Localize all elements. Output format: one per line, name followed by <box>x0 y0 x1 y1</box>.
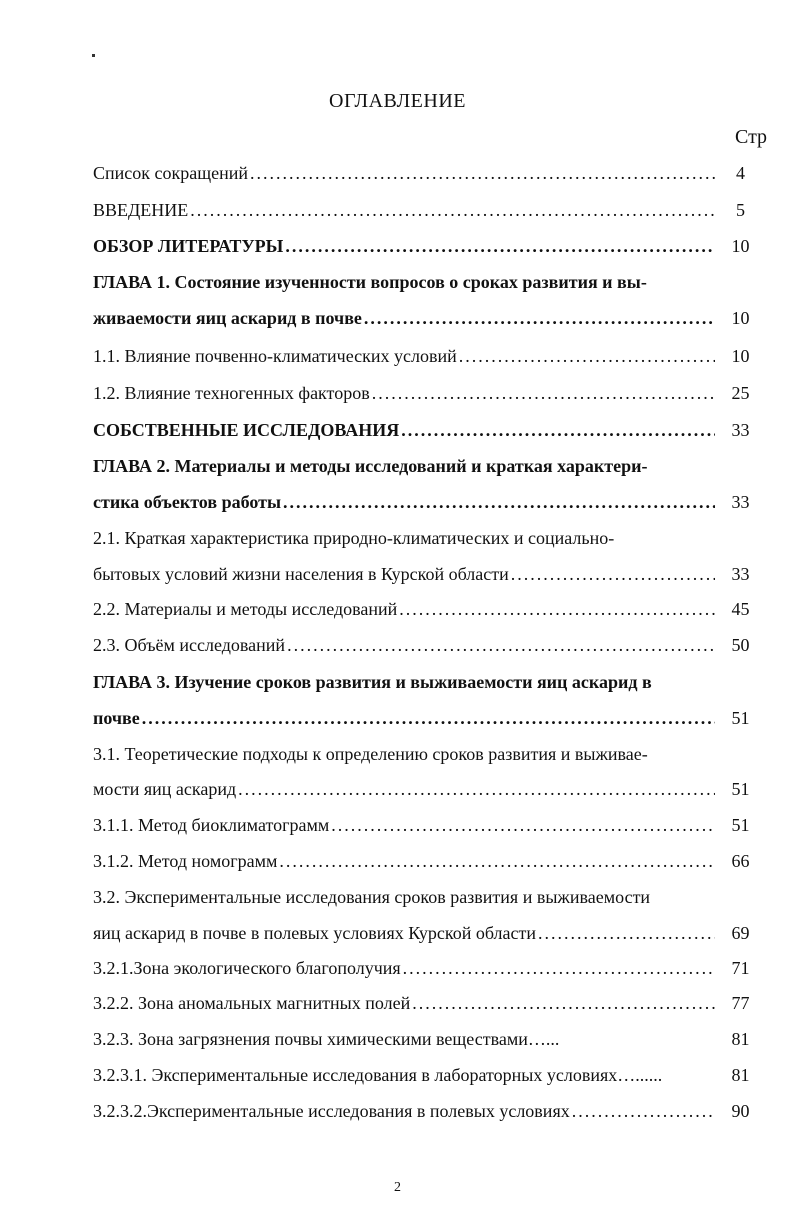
toc-entry-text: 2.3. Объём исследований ..... <box>93 634 715 656</box>
toc-entry-page: 50 <box>731 635 750 655</box>
toc-entry-text: стика объектов работы ..... <box>93 491 715 513</box>
toc-entry-page: 90 <box>731 1101 750 1121</box>
toc-entry-page: 69 <box>731 923 750 943</box>
scan-mark <box>92 54 95 57</box>
toc-entry-text: 3.2.3. Зона загрязнения почвы химическими веществами…... <box>93 1029 560 1049</box>
toc-entry-page: 51 <box>731 708 750 728</box>
toc-entry-page: 33 <box>731 420 750 440</box>
toc-entry-text: 2.1. Краткая характеристика природно-климатических и социально- <box>93 528 615 548</box>
toc-entry-text: бытовых условий жизни населения в Курской области ..... <box>93 563 715 585</box>
toc-entry-text: ГЛАВА 2. Материалы и методы исследований и краткая характери- <box>93 456 648 476</box>
toc-entry-text: живаемости яиц аскарид в почве ..... <box>93 307 715 329</box>
toc-entry-text: 1.2. Влияние техногенных факторов ..... <box>93 382 715 404</box>
page-column-header: Стр <box>735 126 768 148</box>
toc-entry-page: 4 <box>736 163 745 183</box>
toc-entry-text: 3.2.1.Зона экологического благополучия ..... <box>93 957 715 979</box>
toc-entry-page: 10 <box>731 236 750 256</box>
toc-entry-page: 77 <box>731 993 750 1013</box>
toc-entry-page: 71 <box>731 958 750 978</box>
toc-entry-text: 3.2.3.1. Экспериментальные исследования в лабораторных условиях…...... <box>93 1065 663 1085</box>
toc-entry-text: ГЛАВА 1. Состояние изученности вопросов о сроках развития и вы- <box>93 272 647 292</box>
toc-entry-page: 66 <box>731 851 750 871</box>
page-title: ОГЛАВЛЕНИЕ <box>329 90 466 112</box>
toc-entry-page: 33 <box>731 564 750 584</box>
toc-entry-text: 3.2.2. Зона аномальных магнитных полей ..... <box>93 992 715 1014</box>
toc-entry-text: ВВЕДЕНИЕ ..... <box>93 199 715 221</box>
toc-entry-text: мости яиц аскарид ..... <box>93 778 715 800</box>
toc-entry-page: 33 <box>731 492 750 512</box>
toc-entry-text: ГЛАВА 3. Изучение сроков развития и выживаемости яиц аскарид в <box>93 672 652 692</box>
toc-entry-text: яиц аскарид в почве в полевых условиях Курской области ..... <box>93 922 715 944</box>
toc-entry-text: 1.1. Влияние почвенно-климатических условий ..... <box>93 345 715 367</box>
toc-entry-page: 81 <box>731 1029 750 1049</box>
toc-entry-page: 51 <box>731 779 750 799</box>
toc-entry-page: 51 <box>731 815 750 835</box>
toc-entry-page: 5 <box>736 200 745 220</box>
toc-entry-page: 25 <box>731 383 750 403</box>
toc-entry-text: ОБЗОР ЛИТЕРАТУРЫ ..... <box>93 235 715 257</box>
toc-entry-text: почве ..... <box>93 707 715 729</box>
toc-entry-page: 81 <box>731 1065 750 1085</box>
toc-entry-text: СОБСТВЕННЫЕ ИССЛЕДОВАНИЯ ..... <box>93 419 715 441</box>
toc-entry-page: 10 <box>731 346 750 366</box>
toc-entry-text: 3.1.1. Метод биоклиматограмм ..... <box>93 814 715 836</box>
toc-entry-text: 2.2. Материалы и методы исследований ..... <box>93 598 715 620</box>
toc-entry-text: 3.2.3.2.Экспериментальные исследования в полевых условиях ..... <box>93 1100 715 1122</box>
page-number: 2 <box>394 1180 401 1195</box>
toc-entry-text: 3.1. Теоретические подходы к определению сроков развития и выживае- <box>93 744 648 764</box>
toc-entry-text: Список сокращений ..... <box>93 162 715 184</box>
toc-entry-page: 45 <box>731 599 750 619</box>
toc-entry-text: 3.1.2. Метод номограмм ..... <box>93 850 715 872</box>
toc-entry-text: 3.2. Экспериментальные исследования сроков развития и выживаемости <box>93 887 651 907</box>
toc-entry-page: 10 <box>731 308 750 328</box>
